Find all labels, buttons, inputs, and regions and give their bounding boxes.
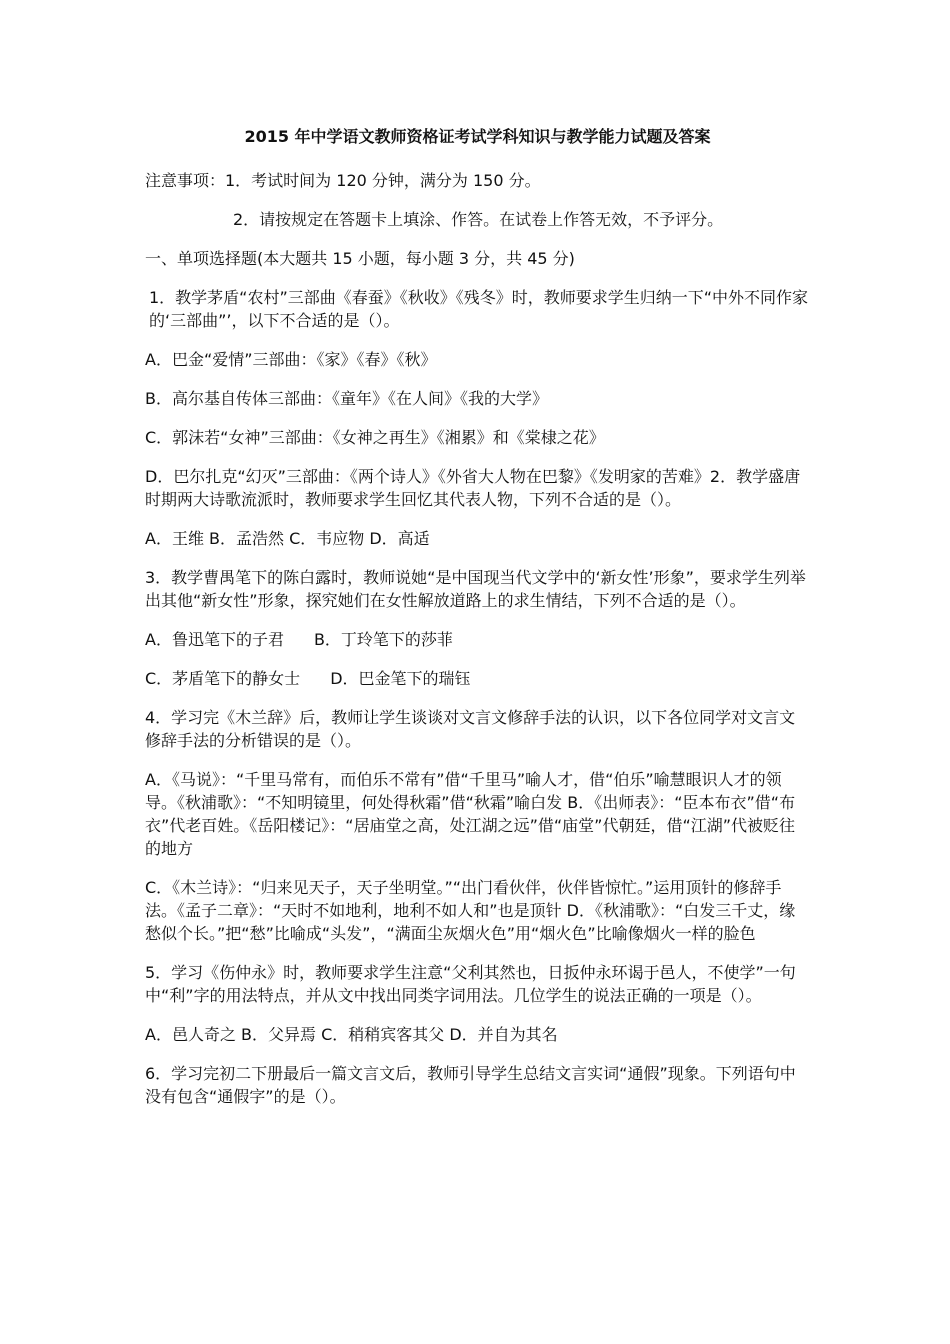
- question-3-options-cd: [145, 667, 810, 690]
- question-4-options-cd: C．《木兰诗》：“归来见天子，天子坐明堂。”“出门看伙伴，伙伴皆惊忙。”运用顶针的修辞手法。《孟子二章》：“天时不如地利，地利不如人和”也是顶针 D．《秋浦歌》：“白发三千丈，缘愁似个长。”把“愁”比喻成“头发”，“满面尘灰烟火色”用“烟火色”比喻像烟火一样的脸色: [145, 878, 796, 943]
- notice-1: 注意事项：1．考试时间为 120 分钟，满分为 150 分。: [145, 171, 541, 190]
- question-1-option-d-question-2: D．巴尔扎克“幻灭”三部曲：《两个诗人》《外省大人物在巴黎》《发明家的苦难》2．教学盛唐时期两大诗歌流派时，教师要求学生回忆其代表人物，下列不合适的是（）。: [145, 467, 801, 509]
- question-3-option-a: A．鲁迅笔下的子君: [145, 630, 284, 649]
- question-2-options: A．王维 B．孟浩然 C．韦应物 D．高适: [145, 529, 430, 548]
- question-1: 1．教学茅盾“农村”三部曲《春蚕》《秋收》《残冬》时，教师要求学生归纳一下“中外不同作家的‘三部曲”’，以下不合适的是（）。: [149, 288, 809, 330]
- question-6: 6．学习完初二下册最后一篇文言文后，教师引导学生总结文言实词“通假”现象。下列语句中没有包含“通假字”的是（）。: [145, 1064, 796, 1106]
- question-1-option-b: B．高尔基自传体三部曲：《童年》《在人间》《我的大学》: [145, 389, 548, 408]
- question-3-option-c: C．茅盾笔下的静女士: [145, 669, 301, 688]
- question-1-option-c: C．郭沫若“女神”三部曲：《女神之再生》《湘累》和《棠棣之花》: [145, 428, 605, 447]
- question-3-option-b: B．丁玲笔下的莎菲: [313, 630, 453, 649]
- question-3: 3．教学曹禺笔下的陈白露时，教师说她“是中国现当代文学中的‘新女性’形象”，要求学生列举出其他“新女性”形象，探究她们在女性解放道路上的求生情结，下列不合适的是（）。: [145, 568, 806, 610]
- notice-2: 2．请按规定在答题卡上填涂、作答。在试卷上作答无效，不予评分。: [233, 210, 724, 229]
- question-4-options-ab: A．《马说》：“千里马常有，而伯乐不常有”借“千里马”喻人才，借“伯乐”喻慧眼识人才的领导。《秋浦歌》：“不知明镜里，何处得秋霜”借“秋霜”喻白发 B．《出师表》：“臣本布衣”借“布衣”代老百姓。《岳阳楼记》：“居庙堂之高，处江湖之远”借“庙堂”代朝廷，借“江湖”代被贬往的地方: [145, 770, 796, 858]
- section-heading: 一、单项选择题(本大题共 15 小题，每小题 3 分，共 45 分): [145, 249, 575, 268]
- question-4: 4．学习完《木兰辞》后，教师让学生谈谈对文言文修辞手法的认识，以下各位同学对文言文修辞手法的分析错误的是（）。: [145, 708, 796, 750]
- document-page: [145, 125, 810, 1124]
- question-3-options-ab: [145, 628, 810, 651]
- question-5: 5．学习《伤仲永》时，教师要求学生注意“父利其然也，日扳仲永环谒于邑人，不使学”一句中“利”字的用法特点，并从文中找出同类字词用法。几位学生的说法正确的一项是（）。: [145, 963, 796, 1005]
- question-5-options: A．邑人奇之 B．父异焉 C．稍稍宾客其父 D．并自为其名: [145, 1025, 558, 1044]
- document-title: 2015 年中学语文教师资格证考试学科知识与教学能力试题及答案: [244, 127, 711, 146]
- question-3-option-d: D．巴金笔下的瑞钰: [330, 669, 471, 688]
- question-1-option-a: A．巴金“爱情”三部曲：《家》《春》《秋》: [145, 350, 437, 369]
